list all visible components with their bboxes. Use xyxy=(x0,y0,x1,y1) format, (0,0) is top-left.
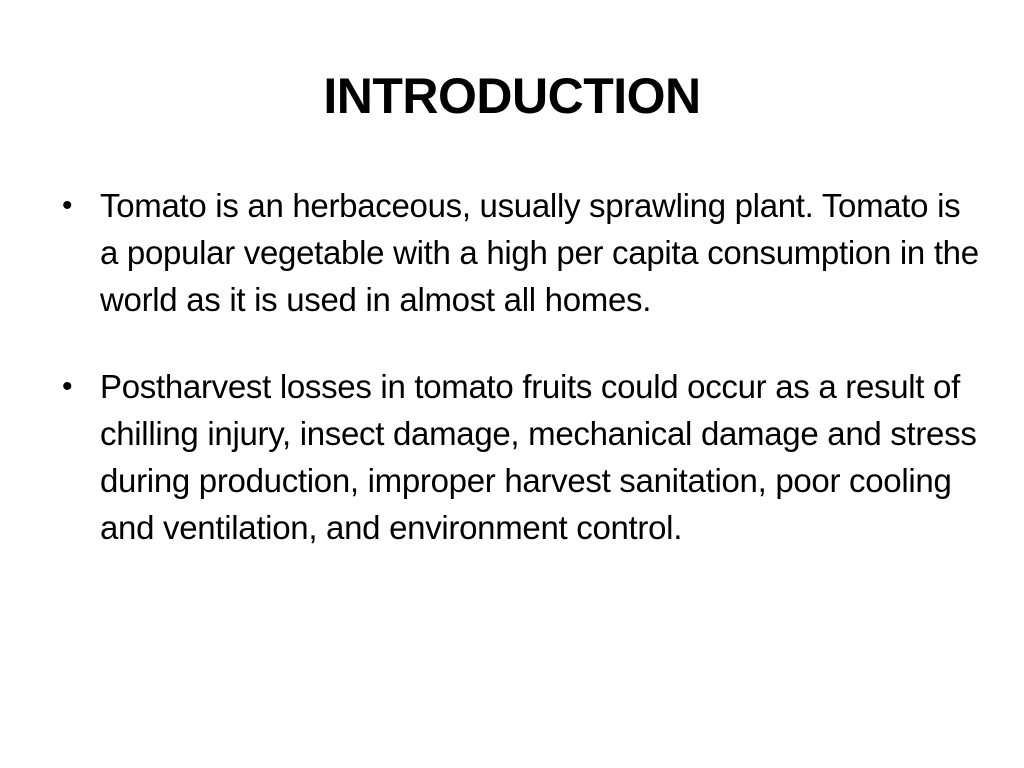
bullet-list xyxy=(56,182,986,551)
bullet-text: Tomato is an herbaceous, usually sprawling plant. Tomato is a popular vegetable with a high per capita consumption in the world as it is used in almost all homes. xyxy=(100,187,979,318)
bullet-text: Postharvest losses in tomato fruits could occur as a result of chilling injury, insect damage, mechanical damage and stress during production, improper harvest sanitation, poor cooling and ventilation, and environment control. xyxy=(100,368,977,546)
bullet-icon: • xyxy=(62,370,73,403)
bullet-icon: • xyxy=(62,189,73,222)
bullet-item-tomato-description xyxy=(56,182,986,323)
bullet-item-postharvest-losses xyxy=(56,363,986,551)
slide-title: INTRODUCTION xyxy=(323,68,701,124)
